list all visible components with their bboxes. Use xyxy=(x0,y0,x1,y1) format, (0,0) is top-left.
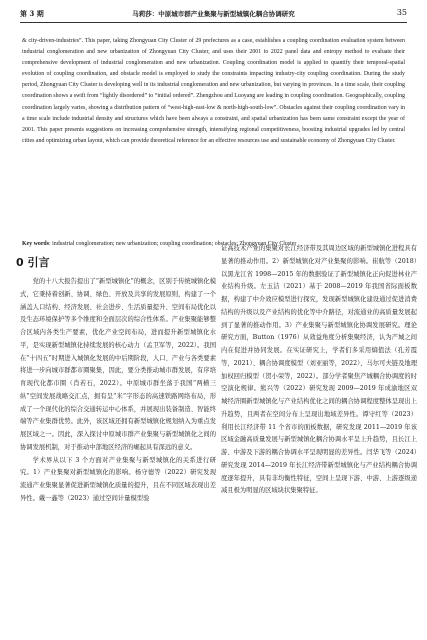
paragraph: 党的十八大报告提出了“新型城镇化”的概念，区别于传统城镇化模式，它秉持着创新、协调、绿色、开放及共享的发展原则，构建了一个涵盖人口结构、经济发展、社会进步、生活质量提升、空间布局优化以及生态环境保护等多个维度和全面层次的综合性体系。产业集聚能够整合区域内各类生产要素，优化产业空间布局，进而提升新型城镇化水平，是实现新型城镇化持续发展的核心动力（孟卫军等，2022）。我国在“十四五”时期进入城镇化发展的中后期阶段，人口、产业与各类要素将进一步向城市群都市圈聚集，因此，要分类推动城市群发展，有序培育现代化都市圈（肖若石，2022）。中原城市群坐落于我国“两横三纵”空间发展战略交汇点，拥有呈“米”字形态的高速铁路网络布局，形成了一个现代化的综合交通转运中心体系，并展现出装备制造、智能终端等产业集群优势。此外，该区域还拥有新型城镇化规划纳入为重点发展区域之一。因此，深入探讨中原城市群产业集聚与新型城镇化之间的协调发展机制，对于推动中部地区经济的崛起具有深远的意义。 xyxy=(20,278,216,451)
abstract-text: & city-driven-industries”. This paper, taking Zhongyuan City Cluster of 29 prefectures as a case, establishes a coupling coordination evaluation system between industrial conglomeration and new urbanization of Zhongyuan City Cluster, and uses their 2001 to 2022 panel data and entropy method to evaluate their comprehensive development of industrial conglomeration and new urbanization. Coupling coordination model is applied to quantify their temporal-spatial evolution of coupling coordination, and obstacle model is employed to study the constraints impacting industry-city coupling coordination. During the study period, Zhongyuan City Cluster is developing well in its industrial conglomeration and new urbanization, but varying in provinces. In a time scale, their coupling coordination shows a swift from “lightly disordered” to “initial ordered”. Zhengzhou and Luoyang are leading in coupling coordination. Geographically, coupling coordination largely varies, showing a distribution pattern of “west-high-east-low & north-high-south-low”. Obstacles against their coupling coordination vary in a time scale include industrial density and structures which have been always a constraint, and spatial urbanization has been same constraint except the year of 2001. This paper presents suggestions on increasing comprehensive strength, intensifying regional competitiveness, boosting industrial upgrades led by central cities and optimizing urban layout, which can provide theoretical reference for an effective resources use and sustainable economy of Zhongyuan City Cluster. xyxy=(22,38,405,144)
issue-label: 第 3 期 xyxy=(20,9,44,18)
left-column xyxy=(20,276,216,632)
keywords-label: Key words xyxy=(22,241,49,247)
right-column xyxy=(221,243,417,633)
page-number: 35 xyxy=(396,8,407,17)
english-abstract xyxy=(22,36,405,236)
running-title: 马莉莎：中原城市群产业集聚与新型城镇化耦合协调研究 xyxy=(132,10,295,18)
running-header xyxy=(20,9,407,23)
paragraph: 证高技术产业的集聚对长江经济带及其周边区域的新型城镇化进程具有显著的推动作用。2）新型城镇化对产业集聚的影响。崔航等（2018）以黑龙江省 1998—2015 年的数据验证了新型城镇化正向促进林业产业结构升级。左玉洁（2021）基于 2008—2019 年我国省际面板数据，构建了中介效应模型进行探究，发现新型城镇化建设通过促进消费结构的升级以及产业结构的优化等中介路径，对流通业的高质量发展起到了显著的推动作用。3）产业集聚与新型城镇化协调发展研究。理论研究方面，Button（1976）从效益角度分析集聚经济，认为产城之间内在促进并协同发展。在实证研究上，学者们多采用熵值法（孔芳霞等，2021）、耦合协调度模型（刘亚丽等，2022）、马尔可夫链及地理加权回归模型（贺小荣等，2022）。部分学者聚焦产城耦合协调度的时空演化规律。熊兴等（2022）研究发现 2009—2019 年成渝地区双城经济圈新型城镇化与产业结构优化之间的耦合协调程度整体呈现出上升趋势，且两者在空间分布上呈现出地域差异性。谭守红等（2023）利用长江经济带 11 个省市的面板数据，研究发现 2011—2019 年该区域金融高质量发展与新型城镇化耦合协调水平呈上升趋势，且长江上游、中游及下游的耦合协调水平呈现明显的差异性。闫华飞等（2024）研究发现 2014—2019 年长江经济带新型城镇化与产业结构耦合协调度逐年提升，具有非均衡性特征，空间上呈现下游、中游、上游逐级递减且极为明显的区域块状集聚特征。 xyxy=(221,245,417,495)
keywords-text: : industrial conglomeration; new urbanization; coupling coordination; obstacles; Zhongyuan City Cluster xyxy=(49,241,297,247)
paragraph: 学术界从以下 3 个方面对产业集聚与新型城镇化的关系进行研究。1）产业集聚对新型城镇化的影响。杨守德等（2022）研究发现流通产业集聚显著促进新型城镇化质量的提升，且在不同区域表现出差异性。戴一鑫等（2023）通过空间计量模型验 xyxy=(20,456,216,502)
section-heading: 0 引言 xyxy=(16,256,50,269)
